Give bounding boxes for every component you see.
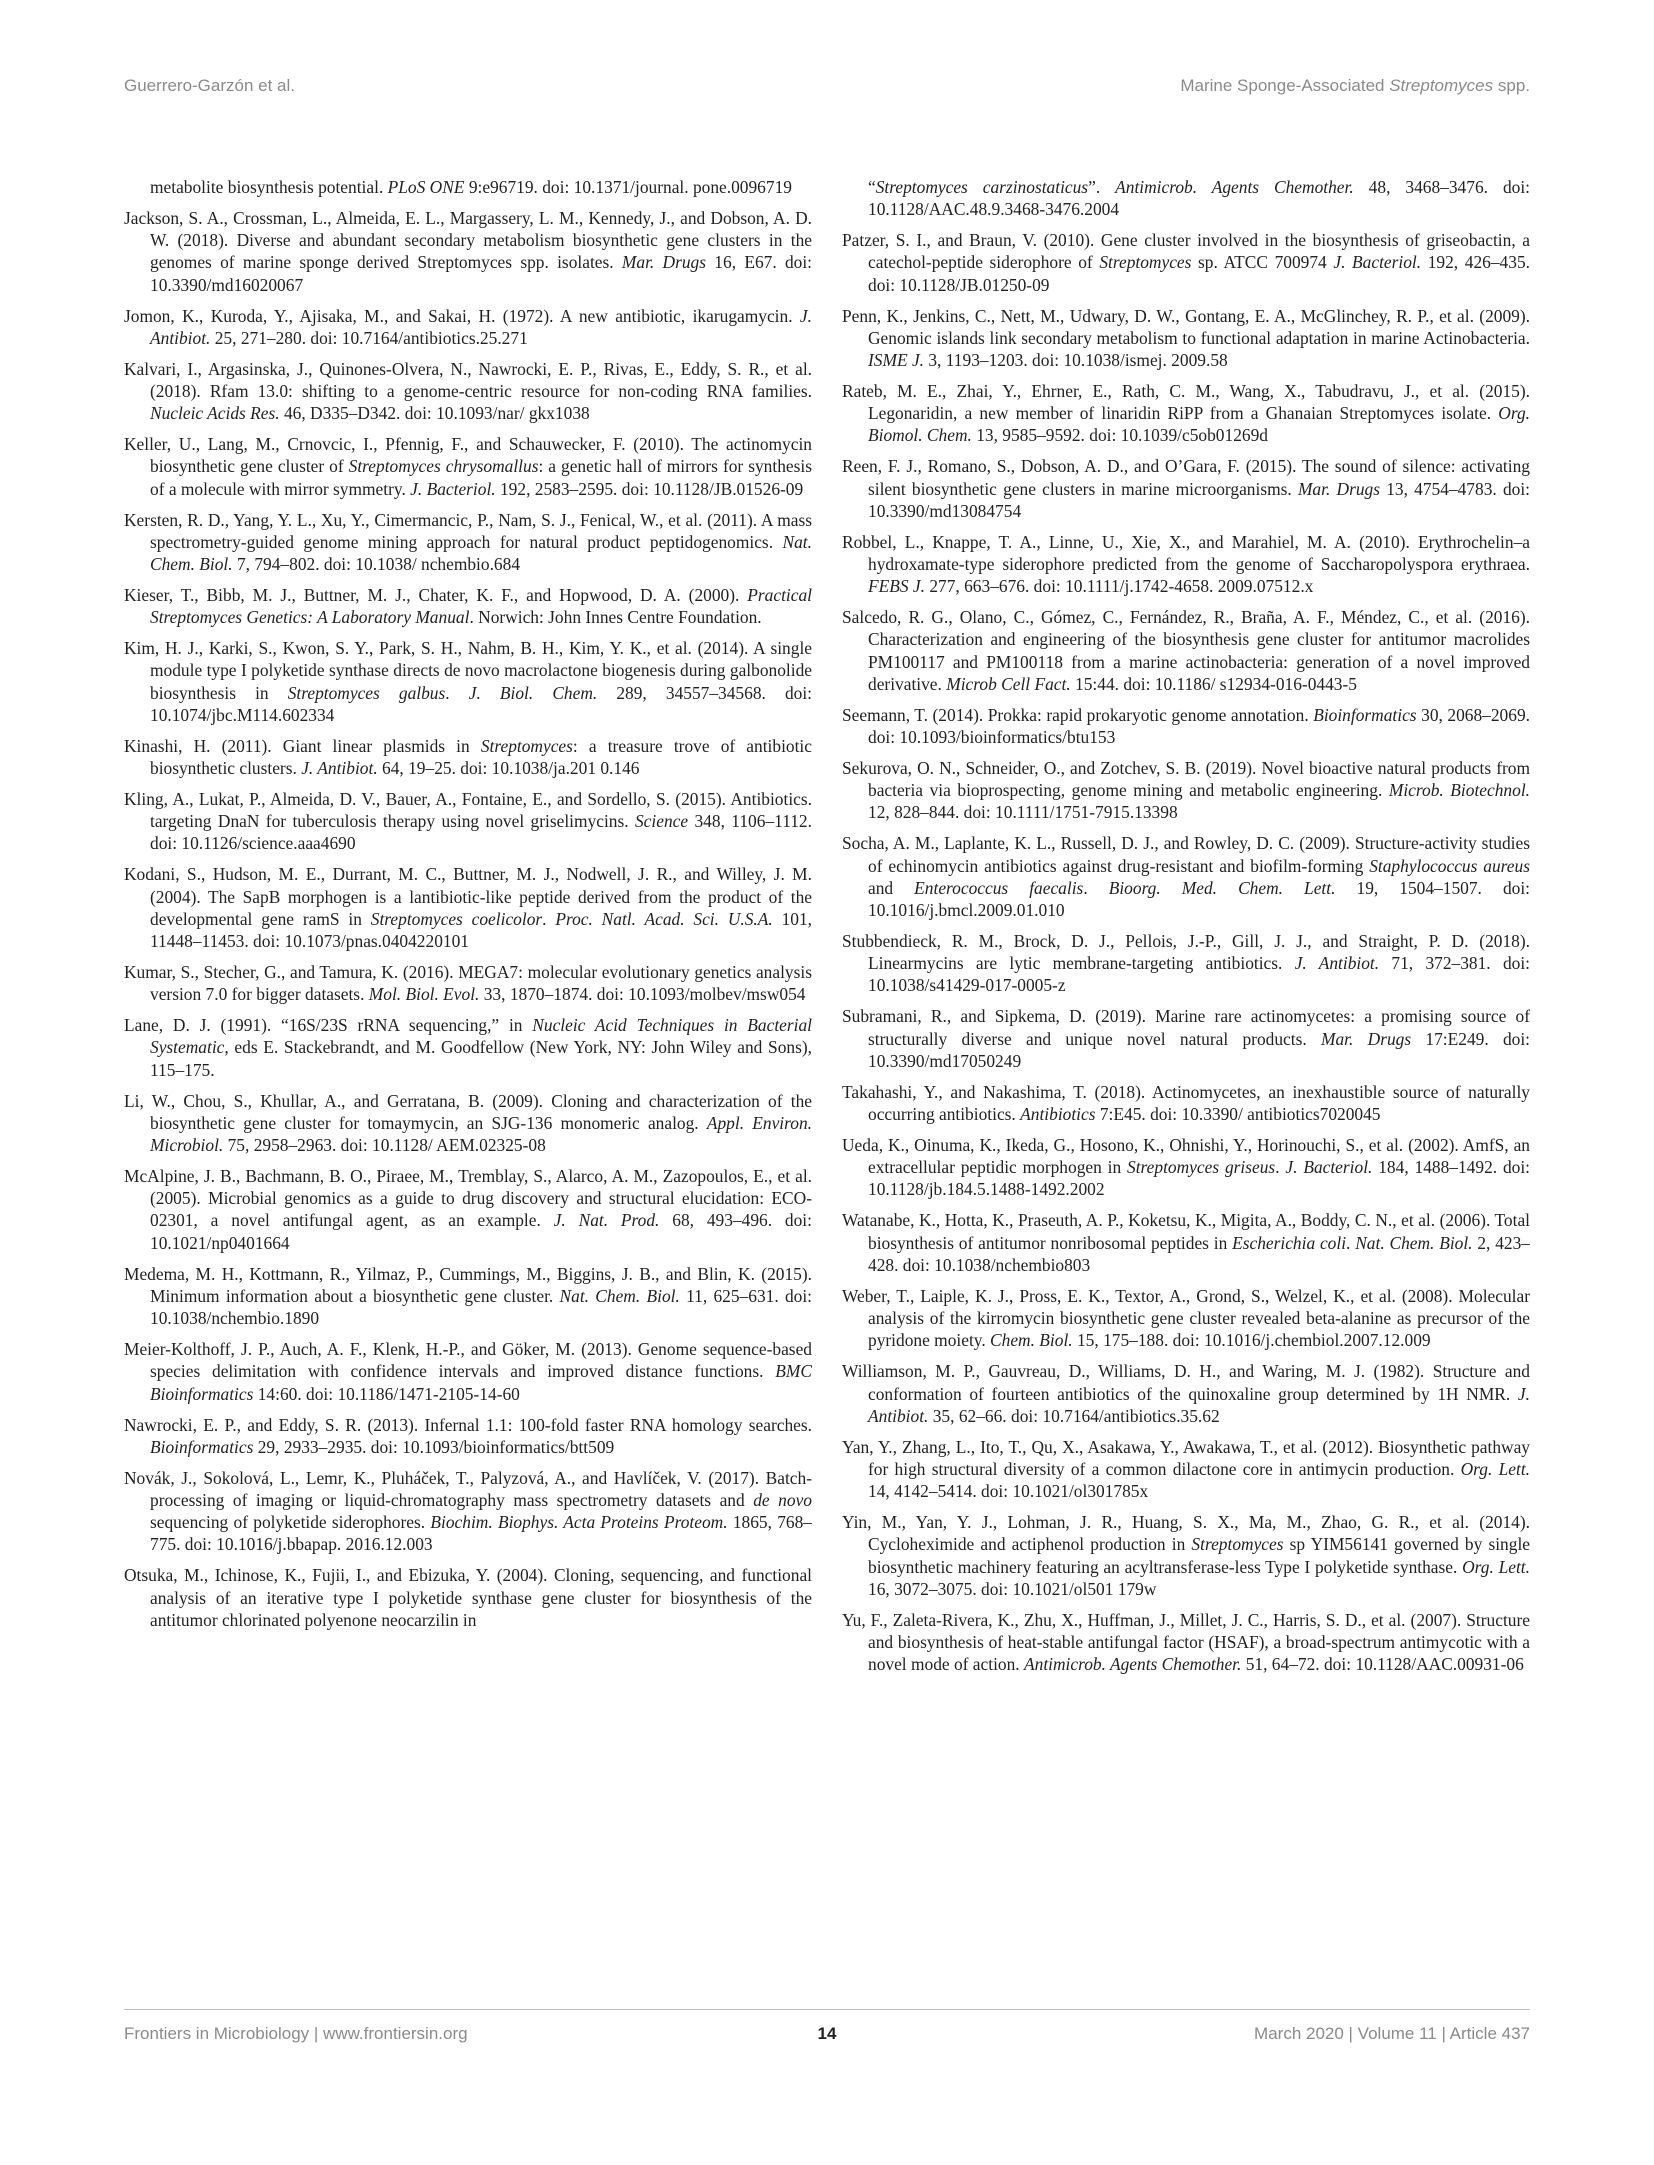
right-reference-16: Weber, T., Laiple, K. J., Pross, E. K., Textor, A., Grond, S., Welzel, K., et al. (2008). Molecular analysis of the kirromycin biosynthetic gene cluster revealed beta-alanine as precursor of the pyridone moiety. Chem. Biol. 15, 175–188. doi: 10.1016/j.chembiol.2007.12.009 xyxy=(842,1285,1530,1351)
left-reference-18: Nawrocki, E. P., and Eddy, S. R. (2013). Infernal 1.1: 100-fold faster RNA homology searches. Bioinformatics 29, 2933–2935. doi: 10.1093/bioinformatics/btt509 xyxy=(124,1414,812,1457)
right-reference-8: Seemann, T. (2014). Prokka: rapid prokaryotic genome annotation. Bioinformatics 30, 2068–2069. doi: 10.1093/bioinformatics/btu153 xyxy=(842,704,1530,748)
right-reference-20: Yu, F., Zaleta-Rivera, K., Zhu, X., Huffman, J., Millet, J. C., Harris, S. D., et al. (2007). Structure and biosynthesis of heat-stable antifungal factor (HSAF), a broad-spectrum antimycotic with a novel mode of action. Antimicrob. Agents Chemother. 51, 64–72. doi: 10.1128/AAC.00931-06 xyxy=(842,1609,1530,1675)
right-reference-6: Robbel, L., Knappe, T. A., Linne, U., Xie, X., and Marahiel, M. A. (2010). Erythrochelin–a hydroxamate-type siderophore predicted from the genome of Saccharopolyspora erythraea. FEBS J. 277, 663–676. doi: 10.1111/j.1742-4658. 2009.07512.x xyxy=(842,531,1530,597)
left-reference-9: Kinashi, H. (2011). Giant linear plasmids in Streptomyces: a treasure trove of antibiotic biosynthetic clusters. J. Antibiot. 64, 19–25. doi: 10.1038/ja.201 0.146 xyxy=(124,735,812,779)
right-reference-17: Williamson, M. P., Gauvreau, D., Williams, D. H., and Waring, M. J. (1982). Structure and conformation of fourteen antibiotics of the quinoxaline group determined by 1H NMR. J. Antibiot. 35, 62–66. doi: 10.7164/antibiotics.35.62 xyxy=(842,1361,1530,1426)
left-reference-1: metabolite biosynthesis potential. PLoS ONE 9:e96719. doi: 10.1371/journal. pone.0096719 xyxy=(150,177,792,197)
right-reference-9: Sekurova, O. N., Schneider, O., and Zotchev, S. B. (2019). Novel bioactive natural products from bacteria via bioprospecting, genome mining and metabolic engineering. Microb. Biotechnol. 12, 828–844. doi: 10.1111/1751-7915.13398 xyxy=(842,758,1530,823)
right-reference-10: Socha, A. M., Laplante, K. L., Russell, D. J., and Rowley, D. C. (2009). Structure-activity studies of echinomycin antibiotics against drug-resistant and biofilm-forming Staphylococcus aureus and Enterococcus faecalis. Bioorg. Med. Chem. Lett. 19, 1504–1507. doi: 10.1016/j.bmcl.2009.01.010 xyxy=(842,833,1530,921)
footer-divider xyxy=(124,2009,1530,2010)
left-reference-6: Kersten, R. D., Yang, Y. L., Xu, Y., Cimermancic, P., Nam, S. J., Fenical, W., et al. (2011). A mass spectrometry-guided genome mining approach for natural product peptidogenomics. Nat. Chem. Biol. 7, 794–802. doi: 10.1038/ nchembio.684 xyxy=(124,509,812,575)
header-authors: Guerrero-Garzón et al. xyxy=(124,76,296,95)
right-reference-1: “Streptomyces carzinostaticus”. Antimicrob. Agents Chemother. 48, 3468–3476. doi: 10.1128/AAC.48.9.3468-3476.2004 xyxy=(868,177,1530,220)
header-title xyxy=(1180,76,1530,96)
header-title-italic: Streptomyces xyxy=(1389,76,1494,95)
left-reference-10: Kling, A., Lukat, P., Almeida, D. V., Bauer, A., Fontaine, E., and Sordello, S. (2015). Antibiotics. targeting DnaN for tuberculosis therapy using novel griselimycins. Science 348, 1106–1112. doi: 10.1126/science.aaa4690 xyxy=(124,789,812,854)
running-header xyxy=(124,76,1530,100)
left-reference-11: Kodani, S., Hudson, M. E., Durrant, M. C., Buttner, M. J., Nodwell, J. R., and Willey, J. M. (2004). The SapB morphogen is a lantibiotic-like peptide derived from the product of the developmental gene ramS in Streptomyces coelicolor. Proc. Natl. Acad. Sci. U.S.A. 101, 11448–11453. doi: 10.1073/pnas.0404220101 xyxy=(124,864,813,952)
right-reference-11: Stubbendieck, R. M., Brock, D. J., Pellois, J.-P., Gill, J. J., and Straight, P. D. (2018). Linearmycins are lytic membrane-targeting antibiotics. J. Antibiot. 71, 372–381. doi: 10.1038/s41429-017-0005-z xyxy=(842,931,1531,996)
left-reference-17: Meier-Kolthoff, J. P., Auch, A. F., Klenk, H.-P., and Göker, M. (2013). Genome sequence-based species delimitation with confidence intervals and improved distance functions. BMC Bioinformatics 14:60. doi: 10.1186/1471-2105-14-60 xyxy=(124,1339,812,1404)
left-reference-16: Medema, M. H., Kottmann, R., Yilmaz, P., Cummings, M., Biggins, J. B., and Blin, K. (2015). Minimum information about a biosynthetic gene cluster. Nat. Chem. Biol. 11, 625–631. doi: 10.1038/nchembio.1890 xyxy=(124,1263,813,1329)
left-reference-15: McAlpine, J. B., Bachmann, B. O., Piraee, M., Tremblay, S., Alarco, A. M., Zazopoulos, E., et al. (2005). Microbial genomics as a guide to drug discovery and structural elucidation: ECO-02301, a novel antifungal agent, as an example. J. Nat. Prod. 68, 493–496. doi: 10.1021/np0401664 xyxy=(124,1166,812,1253)
right-reference-4: Rateb, M. E., Zhai, Y., Ehrner, E., Rath, C. M., Wang, X., Tabudravu, J., et al. (2015). Legonaridin, a new member of linaridin RiPP from a Ghanaian Streptomyces isolate. Org. Biomol. Chem. 13, 9585–9592. doi: 10.1039/c5ob01269d xyxy=(842,381,1530,446)
header-title-prefix: Marine Sponge-Associated xyxy=(1180,76,1390,95)
right-reference-7: Salcedo, R. G., Olano, C., Gómez, C., Fernández, R., Braña, A. F., Méndez, C., et al. (2016). Characterization and engineering of the biosynthesis gene cluster for antitumor macrolides PM100117 and PM100118 from a marine actinobacteria: generation of a novel improved derivative. Microb Cell Fact. 15:44. doi: 10.1186/ s12934-016-0443-5 xyxy=(842,607,1530,694)
right-reference-13: Takahashi, Y., and Nakashima, T. (2018). Actinomycetes, an inexhaustible source of naturally occurring antibiotics. Antibiotics 7:E45. doi: 10.3390/ antibiotics7020045 xyxy=(842,1081,1530,1125)
left-reference-20: Otsuka, M., Ichinose, K., Fujii, I., and Ebizuka, Y. (2004). Cloning, sequencing, and functional analysis of an iterative type I polyketide synthase gene cluster for biosynthesis of the antitumor chlorinated polyenone neocarzilin in xyxy=(124,1565,812,1630)
right-reference-2: Patzer, S. I., and Braun, V. (2010). Gene cluster involved in the biosynthesis of griseobactin, a catechol-peptide siderophore of Streptomyces sp. ATCC 700974 J. Bacteriol. 192, 426–435. doi: 10.1128/JB.01250-09 xyxy=(842,230,1530,295)
left-reference-8: Kim, H. J., Karki, S., Kwon, S. Y., Park, S. H., Nahm, B. H., Kim, Y. K., et al. (2014). A single module type I polyketide synthase directs de novo macrolactone biogenesis during galbonolide biosynthesis in Streptomyces galbus. J. Biol. Chem. 289, 34557–34568. doi: 10.1074/jbc.M114.602334 xyxy=(124,638,813,725)
left-reference-2: Jackson, S. A., Crossman, L., Almeida, E. L., Margassery, L. M., Kennedy, J., and Dobson, A. D. W. (2018). Diverse and abundant secondary metabolism biosynthetic gene clusters in the genomes of marine sponge derived Streptomyces spp. isolates. Mar. Drugs 16, E67. doi: 10.3390/md16020067 xyxy=(124,208,813,295)
right-reference-15: Watanabe, K., Hotta, K., Praseuth, A. P., Koketsu, K., Migita, A., Boddy, C. N., et al. (2006). Total biosynthesis of antitumor nonribosomal peptides in Escherichia coli. Nat. Chem. Biol. 2, 423–428. doi: 10.1038/nchembio803 xyxy=(842,1210,1530,1275)
left-reference-7: Kieser, T., Bibb, M. J., Buttner, M. J., Chater, K. F., and Hopwood, D. A. (2000). Practical Streptomyces Genetics: A Laboratory Manual. Norwich: John Innes Centre Foundation. xyxy=(124,585,812,628)
references-right-column xyxy=(842,176,1530,1684)
right-reference-14: Ueda, K., Oinuma, K., Ikeda, G., Hosono, K., Ohnishi, Y., Horinouchi, S., et al. (2002). AmfS, an extracellular peptidic morphogen in Streptomyces griseus. J. Bacteriol. 184, 1488–1492. doi: 10.1128/jb.184.5.1488-1492.2002 xyxy=(842,1135,1531,1200)
left-reference-4: Kalvari, I., Argasinska, J., Quinones-Olvera, N., Nawrocki, E. P., Rivas, E., Eddy, S. R., et al. (2018). Rfam 13.0: shifting to a genome-centric resource for non-coding RNA families. Nucleic Acids Res. 46, D335–D342. doi: 10.1093/nar/ gkx1038 xyxy=(124,358,812,424)
left-reference-5: Keller, U., Lang, M., Crnovcic, I., Pfennig, F., and Schauwecker, F. (2010). The actinomycin biosynthetic gene cluster of Streptomyces chrysomallus: a genetic hall of mirrors for synthesis of a molecule with mirror symmetry. J. Bacteriol. 192, 2583–2595. doi: 10.1128/JB.01526-09 xyxy=(124,434,812,499)
header-title-suffix: spp. xyxy=(1493,76,1530,95)
right-reference-18: Yan, Y., Zhang, L., Ito, T., Qu, X., Asakawa, Y., Awakawa, T., et al. (2012). Biosynthetic pathway for high structural diversity of a common dilactone core in antimycin production. Org. Lett. 14, 4142–5414. doi: 10.1021/ol301785x xyxy=(842,1436,1530,1502)
references-left-column xyxy=(124,176,812,1640)
left-reference-19: Novák, J., Sokolová, L., Lemr, K., Pluháček, T., Palyzová, A., and Havlíček, V. (2017). Batch-processing of imaging or liquid-chromatography mass spectrometry datasets and de novo sequencing of polyketide siderophores. Biochim. Biophys. Acta Proteins Proteom. 1865, 768–775. doi: 10.1016/j.bbapap. 2016.12.003 xyxy=(124,1467,812,1555)
footer-journal: Frontiers in Microbiology | www.frontiersin.org xyxy=(124,2024,468,2043)
right-reference-19: Yin, M., Yan, Y. J., Lohman, J. R., Huang, S. X., Ma, M., Zhao, G. R., et al. (2014). Cycloheximide and actiphenol production in Streptomyces sp YIM56141 governed by single biosynthetic machinery featuring an acyltransferase-less Type I polyketide synthase. Org. Lett. 16, 3072–3075. doi: 10.1021/ol501 179w xyxy=(842,1512,1530,1599)
right-reference-5: Reen, F. J., Romano, S., Dobson, A. D., and O’Gara, F. (2015). The sound of silence: activating silent biosynthetic gene clusters in marine microorganisms. Mar. Drugs 13, 4754–4783. doi: 10.3390/md13084754 xyxy=(842,456,1530,521)
page-footer xyxy=(124,2024,1530,2048)
left-reference-3: Jomon, K., Kuroda, Y., Ajisaka, M., and Sakai, H. (1972). A new antibiotic, ikarugamycin. J. Antibiot. 25, 271–280. doi: 10.7164/antibiotics.25.271 xyxy=(124,305,812,348)
left-reference-13: Lane, D. J. (1991). “16S/23S rRNA sequencing,” in Nucleic Acid Techniques in Bacterial Systematic, eds E. Stackebrandt, and M. Goodfellow (New York, NY: John Wiley and Sons), 115–175. xyxy=(124,1015,812,1080)
left-reference-14: Li, W., Chou, S., Khullar, A., and Gerratana, B. (2009). Cloning and characterization of the biosynthetic gene cluster for tomaymycin, an SJG-136 monomeric analog. Appl. Environ. Microbiol. 75, 2958–2963. doi: 10.1128/ AEM.02325-08 xyxy=(124,1090,812,1156)
right-reference-3: Penn, K., Jenkins, C., Nett, M., Udwary, D. W., Gontang, E. A., McGlinchey, R. P., et al. (2009). Genomic islands link secondary metabolism to functional adaptation in marine Actinobacteria. ISME J. 3, 1193–1203. doi: 10.1038/ismej. 2009.58 xyxy=(842,305,1530,371)
footer-page-number: 14 xyxy=(817,2024,837,2043)
footer-issue: March 2020 | Volume 11 | Article 437 xyxy=(1254,2024,1530,2043)
right-reference-12: Subramani, R., and Sipkema, D. (2019). Marine rare actinomycetes: a promising source of structurally diverse and unique novel natural products. Mar. Drugs 17:E249. doi: 10.3390/md17050249 xyxy=(842,1006,1531,1071)
left-reference-12: Kumar, S., Stecher, G., and Tamura, K. (2016). MEGA7: molecular evolutionary genetics analysis version 7.0 for bigger datasets. Mol. Biol. Evol. 33, 1870–1874. doi: 10.1093/molbev/msw054 xyxy=(124,962,812,1005)
